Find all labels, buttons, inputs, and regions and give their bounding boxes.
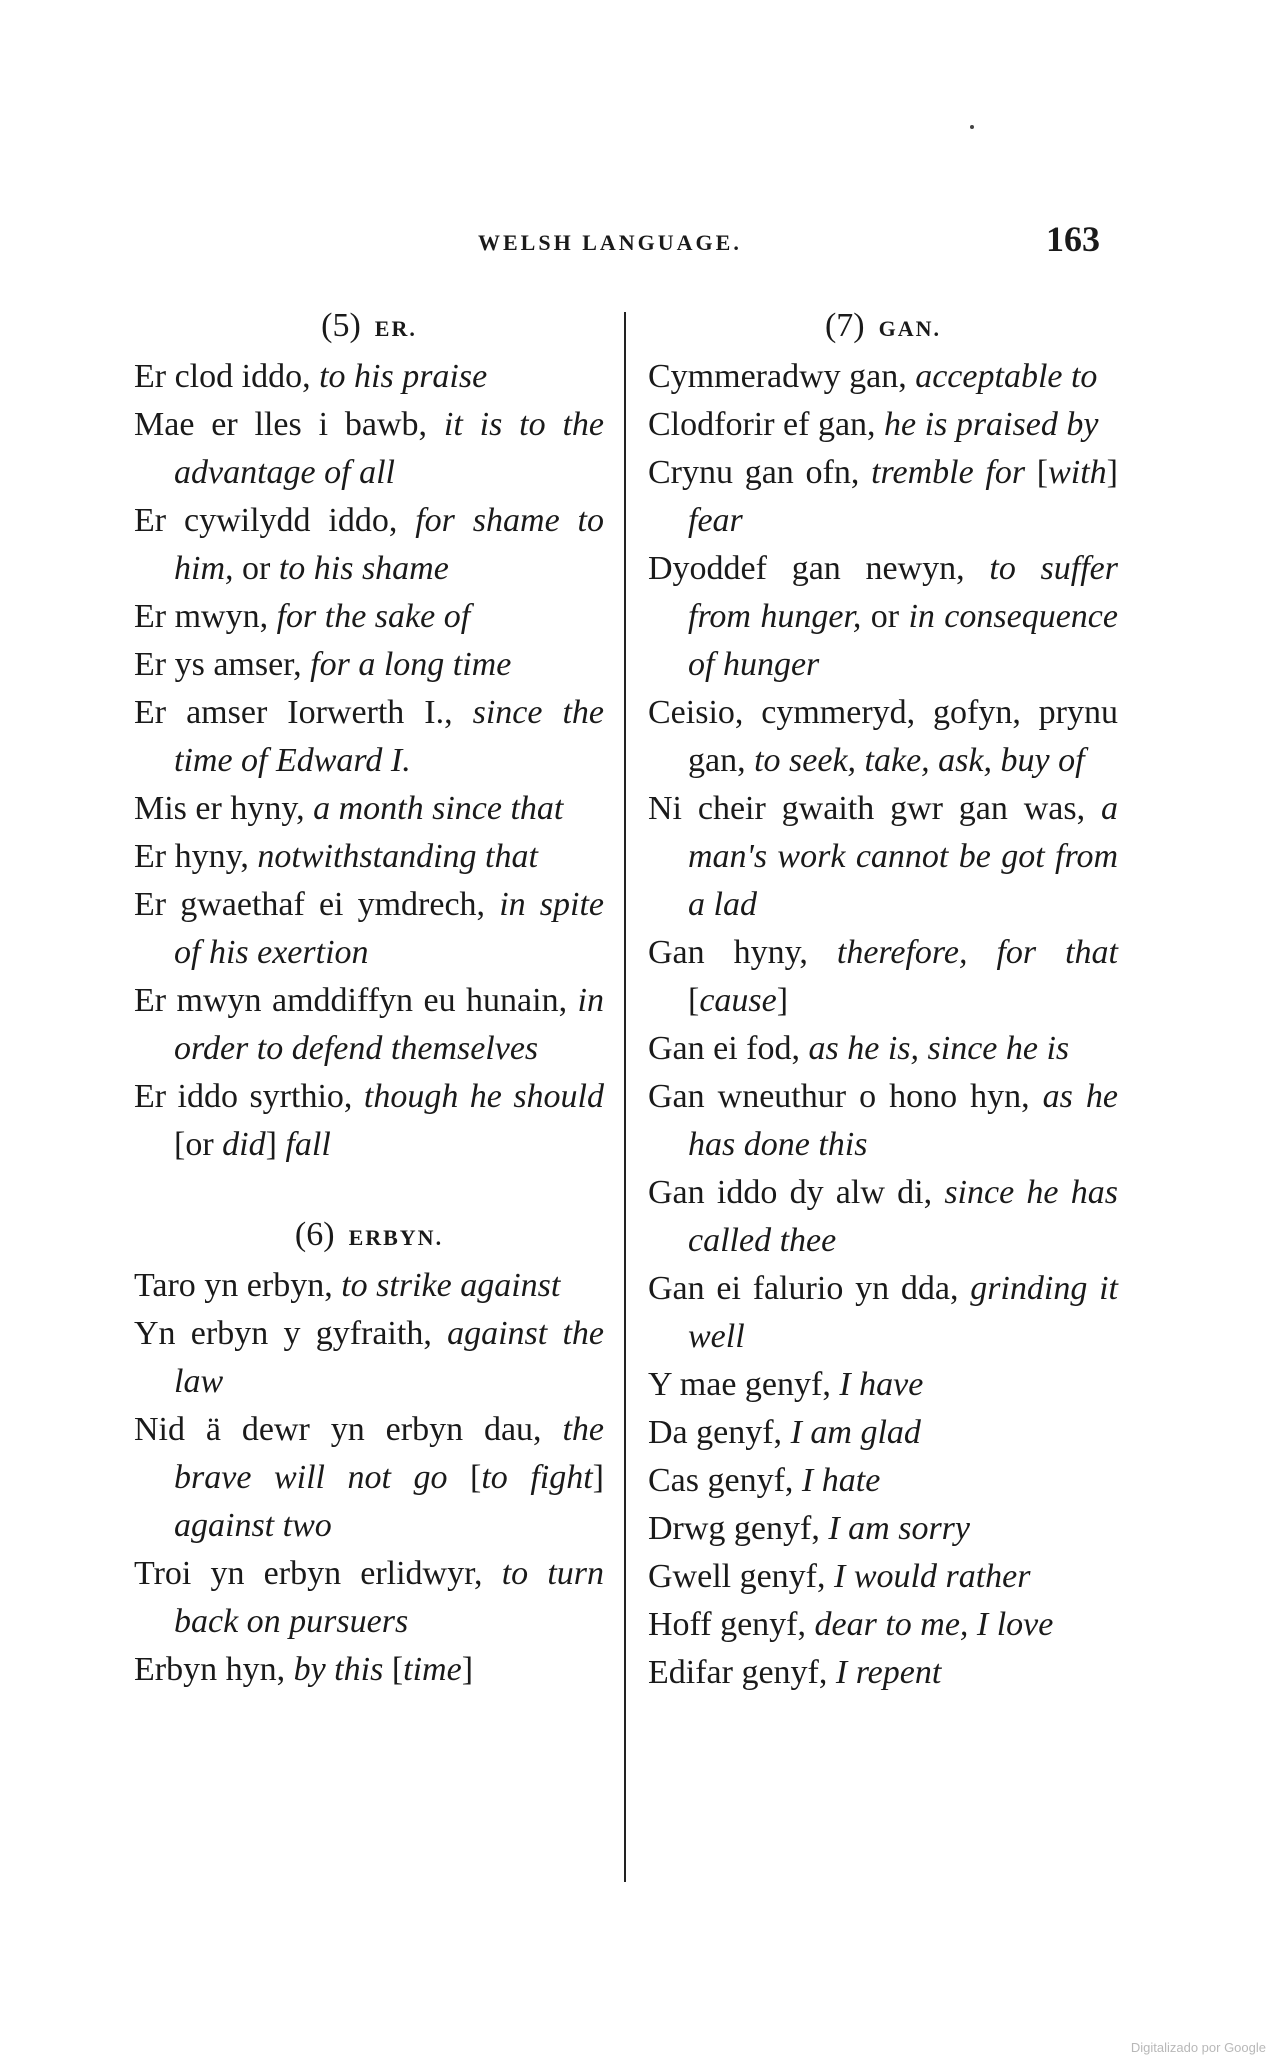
entry-welsh-text: ]: [776, 982, 789, 1019]
entry-english-gloss: it is to the advantage of all: [174, 406, 604, 491]
entry-welsh-text: Er iddo syrthio,: [134, 1078, 364, 1115]
entry-english-gloss: against two: [174, 1507, 332, 1544]
entry-welsh-text: Er mwyn,: [134, 598, 277, 635]
entry-english-gloss: fall: [285, 1126, 331, 1163]
entry-english-gloss: to strike against: [341, 1267, 561, 1304]
dictionary-entry: [648, 1553, 1118, 1601]
dictionary-entry: [134, 1073, 604, 1169]
entry-welsh-text: Mis er hyny,: [134, 790, 314, 827]
entry-list-gan: [648, 353, 1118, 1697]
column-divider: [624, 312, 626, 1882]
entry-english-gloss: to turn back on pursuers: [174, 1555, 605, 1640]
entry-english-gloss: though he should: [363, 1078, 605, 1115]
section-gap: [134, 1169, 604, 1211]
entry-welsh-text: Er ys amser,: [134, 646, 311, 683]
section-number: (6): [294, 1216, 335, 1253]
entry-welsh-text: Er clod iddo,: [134, 358, 320, 395]
entry-welsh-text: Er gwaethaf ei ymdrech,: [134, 886, 500, 923]
entry-welsh-text: Clodforir ef gan,: [648, 406, 885, 443]
entry-welsh-text: [or: [174, 1126, 223, 1163]
entry-english-gloss: fear: [688, 502, 743, 539]
entry-welsh-text: Da genyf,: [648, 1414, 791, 1451]
entry-english-gloss: acceptable to: [915, 358, 1098, 395]
dictionary-entry: [134, 1646, 604, 1694]
entry-welsh-text: [: [470, 1459, 482, 1496]
entry-english-gloss: for a long time: [310, 646, 512, 683]
entry-welsh-text: Cymmeradwy gan,: [648, 358, 916, 395]
entry-english-gloss: in consequence of hunger: [688, 598, 1118, 683]
entry-welsh-text: Er hyny,: [134, 838, 258, 875]
dictionary-entry: [648, 1265, 1118, 1361]
entry-english-gloss: the brave will not go: [174, 1411, 604, 1496]
entry-welsh-text: or: [870, 598, 909, 635]
entry-welsh-text: Taro yn erbyn,: [134, 1267, 342, 1304]
dictionary-entry: [648, 1649, 1118, 1697]
entry-welsh-text: ]: [265, 1126, 286, 1163]
entry-welsh-text: Gwell genyf,: [648, 1558, 835, 1595]
entry-welsh-text: Mae er lles i bawb,: [134, 406, 444, 443]
entry-english-gloss: for shame to him,: [174, 502, 605, 587]
right-column: [648, 302, 1118, 1697]
dictionary-entry: [648, 1505, 1118, 1553]
entry-english-gloss: he is praised by: [884, 406, 1099, 443]
entry-list-erbyn: [134, 1262, 604, 1694]
page-number: 163: [1046, 219, 1100, 259]
dictionary-entry: [648, 353, 1118, 401]
entry-welsh-text: [: [1036, 454, 1049, 491]
entry-welsh-text: Troi yn erbyn erlidwyr,: [134, 1555, 502, 1592]
dictionary-entry: [648, 1361, 1118, 1409]
entry-english-gloss: I have: [839, 1366, 924, 1403]
entry-english-gloss: therefore, for that: [836, 934, 1118, 971]
entry-english-gloss: did: [222, 1126, 266, 1163]
entry-english-gloss: I hate: [801, 1462, 881, 1499]
entry-english-gloss: to fight: [481, 1459, 593, 1496]
entry-english-gloss: for the sake of: [276, 598, 471, 635]
entry-english-gloss: with: [1048, 454, 1107, 491]
entry-welsh-text: Ni cheir gwaith gwr gan was,: [648, 790, 1101, 827]
dictionary-entry: [134, 689, 604, 785]
entry-english-gloss: I am glad: [790, 1414, 921, 1451]
section-word: ERBYN.: [348, 1225, 444, 1250]
running-title: WELSH LANGUAGE.: [478, 230, 742, 255]
entry-list-er: [134, 353, 604, 1169]
entry-english-gloss: since the time of Edward I.: [174, 694, 604, 779]
entry-english-gloss: in order to defend themselves: [174, 982, 604, 1067]
entry-welsh-text: Gan hyny,: [648, 934, 837, 971]
entry-welsh-text: Yn erbyn y gyfraith,: [134, 1315, 448, 1352]
entry-welsh-text: Hoff genyf,: [648, 1606, 815, 1643]
entry-english-gloss: to his shame: [278, 550, 449, 587]
entry-english-gloss: as he is, since he is: [808, 1030, 1070, 1067]
dictionary-entry: [134, 497, 604, 593]
section-heading-er: [134, 302, 604, 353]
entry-welsh-text: Erbyn hyn,: [134, 1651, 294, 1688]
entry-english-gloss: I would rather: [834, 1558, 1031, 1595]
entry-english-gloss: time: [403, 1651, 462, 1688]
dictionary-entry: [134, 353, 604, 401]
dictionary-entry: [648, 785, 1118, 929]
dictionary-entry: [648, 1169, 1118, 1265]
entry-welsh-text: Crynu gan ofn,: [648, 454, 872, 491]
entry-welsh-text: ]: [461, 1651, 474, 1688]
entry-welsh-text: Edifar genyf,: [648, 1654, 836, 1691]
entry-welsh-text: Gan ei fod,: [648, 1030, 809, 1067]
entry-welsh-text: Gan iddo dy alw di,: [648, 1174, 945, 1211]
entry-english-gloss: cause: [699, 982, 777, 1019]
entry-english-gloss: to his praise: [319, 358, 488, 395]
entry-english-gloss: in spite of his exertion: [174, 886, 604, 971]
entry-english-gloss: by this: [293, 1651, 392, 1688]
dictionary-entry: [648, 449, 1118, 545]
entry-english-gloss: a month since that: [313, 790, 564, 827]
entry-english-gloss: a man's work cannot be got from a lad: [688, 790, 1118, 923]
entry-welsh-text: or: [242, 550, 279, 587]
dictionary-entry: [134, 641, 604, 689]
entry-welsh-text: Nid ä dewr yn erbyn dau,: [134, 1411, 563, 1448]
section-heading-gan: [648, 302, 1118, 353]
dictionary-entry: [134, 785, 604, 833]
entry-welsh-text: Y mae genyf,: [648, 1366, 840, 1403]
left-column: [134, 302, 604, 1694]
entry-english-gloss: to suffer from hunger,: [688, 550, 1118, 635]
entry-welsh-text: Gan ei falurio yn dda,: [648, 1270, 971, 1307]
entry-english-gloss: since he has called thee: [688, 1174, 1118, 1259]
entry-english-gloss: notwithstanding that: [257, 838, 538, 875]
dictionary-entry: [648, 1073, 1118, 1169]
entry-welsh-text: Er amser Iorwerth I.,: [134, 694, 473, 731]
section-number: (7): [824, 307, 865, 344]
entry-welsh-text: Cas genyf,: [648, 1462, 802, 1499]
entry-welsh-text: Ceisio, cymmeryd, gofyn, prynu gan,: [648, 694, 1118, 779]
entry-english-gloss: as he has done this: [688, 1078, 1118, 1163]
entry-english-gloss: grinding it well: [688, 1270, 1118, 1355]
dictionary-entry: [648, 1409, 1118, 1457]
section-word: GAN.: [878, 316, 942, 341]
dictionary-entry: [134, 593, 604, 641]
entry-english-gloss: I am sorry: [828, 1510, 971, 1547]
entry-welsh-text: Drwg genyf,: [648, 1510, 829, 1547]
section-word: ER.: [374, 316, 417, 341]
entry-welsh-text: Er cywilydd iddo,: [134, 502, 416, 539]
dictionary-entry: [134, 977, 604, 1073]
entry-welsh-text: ]: [592, 1459, 604, 1496]
dictionary-entry: [648, 929, 1118, 1025]
entry-welsh-text: Gan wneuthur o hono hyn,: [648, 1078, 1043, 1115]
entry-welsh-text: Dyoddef gan newyn,: [648, 550, 990, 587]
dictionary-entry: [134, 881, 604, 977]
dictionary-entry: [648, 1025, 1118, 1073]
dictionary-entry: [134, 401, 604, 497]
entry-welsh-text: [: [688, 982, 700, 1019]
section-heading-erbyn: [134, 1211, 604, 1262]
dictionary-entry: [134, 1310, 604, 1406]
dictionary-entry: [648, 1457, 1118, 1505]
speck: [970, 125, 974, 129]
entry-english-gloss: I repent: [835, 1654, 942, 1691]
entry-welsh-text: ]: [1106, 454, 1118, 491]
entry-welsh-text: Er mwyn amddiffyn eu hunain,: [134, 982, 578, 1019]
dictionary-entry: [648, 401, 1118, 449]
entry-welsh-text: [: [391, 1651, 404, 1688]
entry-english-gloss: dear to me, I love: [814, 1606, 1054, 1643]
dictionary-entry: [134, 833, 604, 881]
dictionary-entry: [134, 1550, 604, 1646]
google-watermark: Digitalizado por Google: [1130, 2040, 1266, 2055]
dictionary-entry: [648, 689, 1118, 785]
dictionary-entry: [648, 545, 1118, 689]
entry-english-gloss: to seek, take, ask, buy of: [754, 742, 1085, 779]
dictionary-entry: [648, 1601, 1118, 1649]
entry-english-gloss: against the law: [174, 1315, 604, 1400]
section-number: (5): [321, 307, 361, 344]
dictionary-entry: [134, 1262, 604, 1310]
dictionary-entry: [134, 1406, 604, 1550]
page-header: [0, 218, 1280, 268]
entry-english-gloss: tremble for: [871, 454, 1037, 491]
